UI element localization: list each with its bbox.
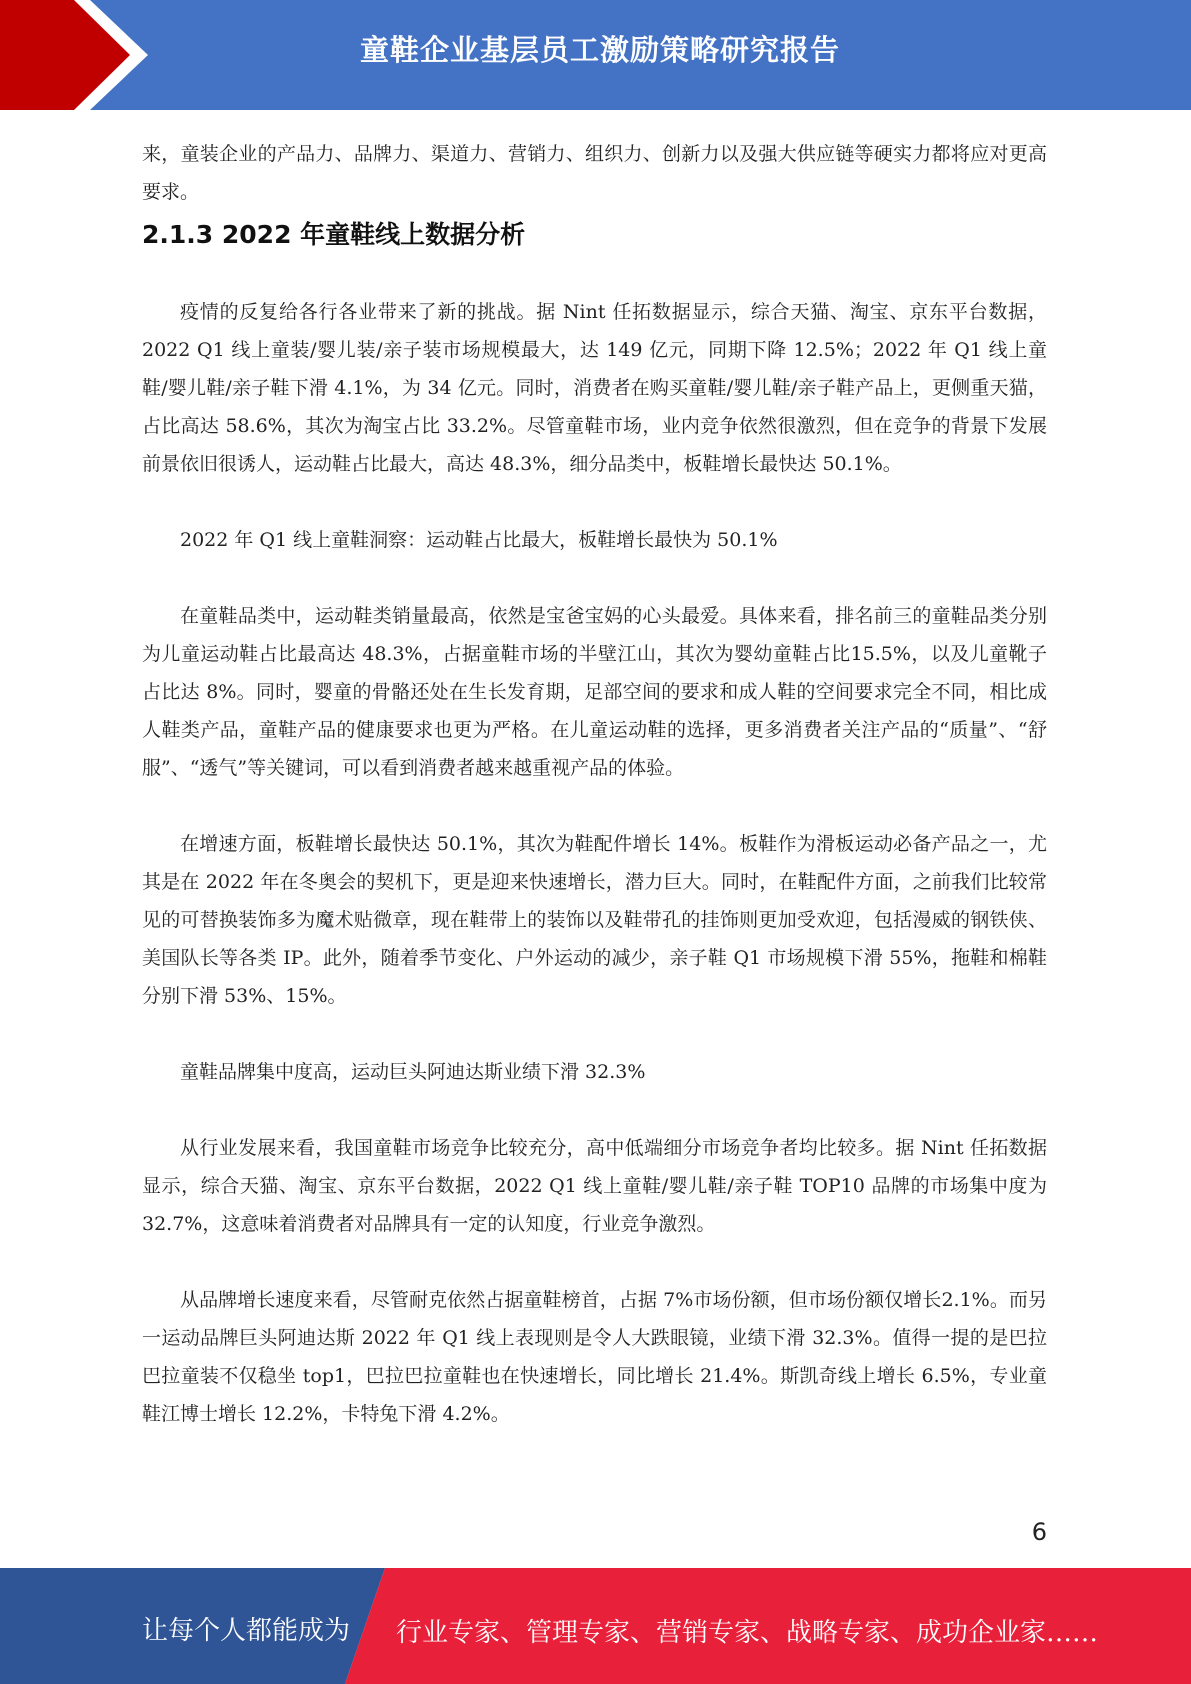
- page-number: 6: [1031, 1518, 1047, 1546]
- report-title: 童鞋企业基层员工激励策略研究报告: [360, 33, 841, 67]
- page-content: [142, 135, 1047, 1433]
- body-paragraph: 从品牌增长速度来看，尽管耐克依然占据童鞋榜首，占据 7%市场份额，但市场份额仅增长2.1%。而另一运动品牌巨头阿迪达斯 2022 年 Q1 线上表现则是令人大跌眼镜，业绩下滑 32.3%。值得一提的是巴拉巴拉童装不仅稳坐 top1，巴拉巴拉童鞋也在快速增长，同比增长 21.4%。斯凯奇线上增长 6.5%，专业童鞋江博士增长 12.2%，卡特兔下滑 4.2%。: [142, 1289, 1047, 1425]
- page-footer: [0, 1568, 1191, 1684]
- subheading-paragraph: 童鞋品牌集中度高，运动巨头阿迪达斯业绩下滑 32.3%: [180, 1061, 646, 1083]
- footer-slogan-right: 行业专家、管理专家、营销专家、战略专家、成功企业家……: [396, 1618, 1099, 1648]
- subheading-paragraph: 2022 年 Q1 线上童鞋洞察：运动鞋占比最大，板鞋增长最快为 50.1%: [180, 529, 778, 551]
- page-header: [0, 0, 1191, 110]
- header-arrow-decoration: [0, 0, 160, 110]
- footer-slogan-left: 让每个人都能成为: [142, 1616, 351, 1646]
- body-paragraph: 在增速方面，板鞋增长最快达 50.1%，其次为鞋配件增长 14%。板鞋作为滑板运动必备产品之一，尤其是在 2022 年在冬奥会的契机下，更是迎来快速增长，潜力巨大。同时，在鞋配件方面，之前我们比较常见的可替换装饰多为魔术贴微章，现在鞋带上的装饰以及鞋带孔的挂饰则更加受欢迎，包括漫威的钢铁侠、美国队长等各类 IP。此外，随着季节变化、户外运动的减少，亲子鞋 Q1 市场规模下滑 55%，拖鞋和棉鞋分别下滑 53%、15%。: [142, 833, 1047, 1007]
- section-heading: 2.1.3 2022 年童鞋线上数据分析: [142, 220, 526, 249]
- body-paragraph: 从行业发展来看，我国童鞋市场竞争比较充分，高中低端细分市场竞争者均比较多。据 Nint 任拓数据显示，综合天猫、淘宝、京东平台数据，2022 Q1 线上童鞋/婴儿鞋/亲子鞋 TOP10 品牌的市场集中度为 32.7%，这意味着消费者对品牌具有一定的认知度，行业竞争激烈。: [142, 1137, 1047, 1235]
- intro-paragraph: 来，童装企业的产品力、品牌力、渠道力、营销力、组织力、创新力以及强大供应链等硬实力都将应对更高要求。: [142, 143, 1047, 203]
- body-paragraph: 在童鞋品类中，运动鞋类销量最高，依然是宝爸宝妈的心头最爱。具体来看，排名前三的童鞋品类分别为儿童运动鞋占比最高达 48.3%，占据童鞋市场的半壁江山，其次为婴幼童鞋占比15.5%，以及儿童靴子占比达 8%。同时，婴童的骨骼还处在生长发育期，足部空间的要求和成人鞋的空间要求完全不同，相比成人鞋类产品，童鞋产品的健康要求也更为严格。在儿童运动鞋的选择，更多消费者关注产品的“质量”、“舒服”、“透气”等关键词，可以看到消费者越来越重视产品的体验。: [142, 605, 1047, 779]
- body-paragraph: 疫情的反复给各行各业带来了新的挑战。据 Nint 任拓数据显示，综合天猫、淘宝、京东平台数据，2022 Q1 线上童装/婴儿装/亲子装市场规模最大，达 149 亿元，同期下降 12.5%；2022 年 Q1 线上童鞋/婴儿鞋/亲子鞋下滑 4.1%，为 34 亿元。同时，消费者在购买童鞋/婴儿鞋/亲子鞋产品上，更侧重天猫，占比高达 58.6%，其次为淘宝占比 33.2%。尽管童鞋市场，业内竞争依然很激烈，但在竞争的背景下发展前景依旧很诱人，运动鞋占比最大，高达 48.3%，细分品类中，板鞋增长最快达 50.1%。: [142, 301, 1047, 475]
